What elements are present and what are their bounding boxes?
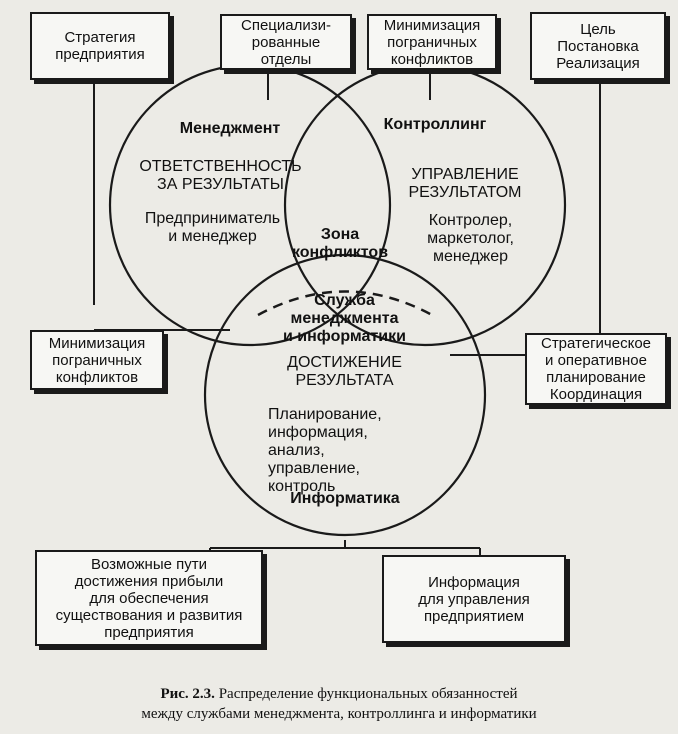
label-planning-list: Планирование, информация, анализ, управление, контроль <box>268 406 382 495</box>
label-controller: Контролер, маркетолог, менеджер <box>427 212 514 265</box>
box-specialized-departments: Специализи- рованные отделы <box>220 14 352 70</box>
box-profit-paths: Возможные пути достижения прибыли для обеспечения существования и развития предприятия <box>35 550 263 646</box>
label-responsibility: ОТВЕТСТВЕННОСТЬ ЗА РЕЗУЛЬТАТЫ <box>139 158 302 193</box>
label-informatics: Информатика <box>290 490 400 507</box>
box-goal-setting-implementation: Цель Постановка Реализация <box>530 12 666 80</box>
label-results-management: УПРАВЛЕНИЕ РЕЗУЛЬТАТОМ <box>408 166 522 201</box>
caption-number: Рис. 2.3. <box>160 686 215 702</box>
box-border-conflict-minimization-top: Минимизация пограничных конфликтов <box>367 14 497 70</box>
caption-text: Распределение функциональных обязанностей между службами менеджмента, контроллинга и информатики <box>141 686 537 722</box>
box-strategic-operational-planning: Стратегическое и оперативное планирование Координация <box>525 333 667 405</box>
box-management-information: Информация для управления предприятием <box>382 555 566 643</box>
label-entrepreneur: Предприниматель и менеджер <box>144 210 281 245</box>
label-achieving-results: ДОСТИЖЕНИЕ РЕЗУЛЬТАТА <box>287 354 402 389</box>
figure-caption <box>0 684 678 724</box>
label-management: Менеджмент <box>179 120 281 137</box>
label-management-informatics-service: Служба менеджмента и информатики <box>283 292 406 345</box>
box-border-conflict-minimization-left: Минимизация пограничных конфликтов <box>30 330 164 390</box>
label-controlling: Контроллинг <box>383 116 487 133</box>
box-enterprise-strategy: Стратегия предприятия <box>30 12 170 80</box>
label-conflict-zone: Зона конфликтов <box>291 226 389 261</box>
